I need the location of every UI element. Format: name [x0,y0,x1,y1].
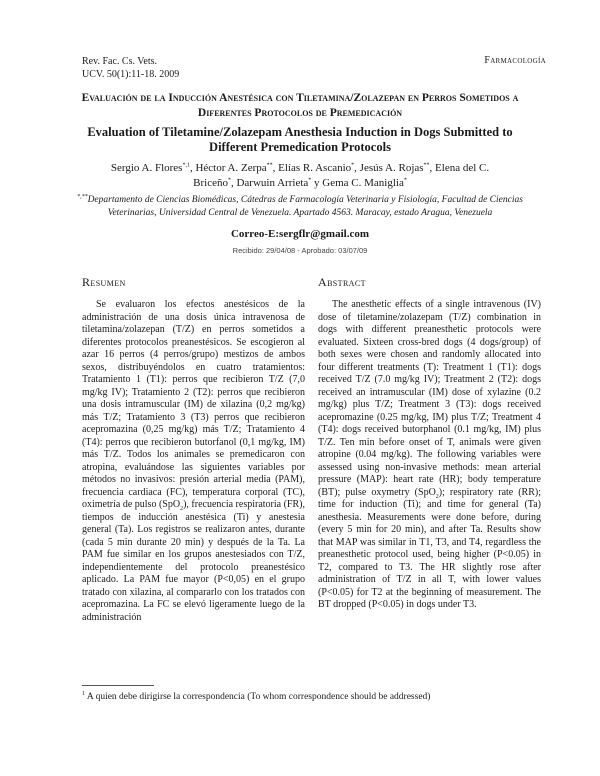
journal-citation [82,55,179,81]
affiliation-text: Departamento de Ciencias Biomédicas, Cátedras de Farmacología Veterinaria y Fisiología, Facultad de Ciencias Veterinarias, Universidad Central de Venezuela. Apartado 4563. Maracay, estado Aragua, Venezuela [87,195,523,218]
author-name: , Darwuin Arrieta [230,177,309,189]
resumen-body [82,299,305,624]
author-name: , Jesús A. Rojas [354,162,424,174]
footnote [82,692,542,702]
author-name: Sergio A. Flores [110,162,183,174]
abstract-text-end: ); respiratory rate (RR); time for induction (Ti); and time for general (Ta) anesthesia. Measurements were done before, during (every 5 min for 20 min), and after Ta. Results show that MAP was similar in T1, T3, and T4, regardless the preanesthetic protocol used, being higher (P<0.05) in T2, compared to T3. The HR slightly rose after administration of T/Z in all T, with lower values (P<0.05) for T2 at the beginning of measurement. The BT dropped (P<0.05) in dogs under T3. [318,486,542,610]
resumen-paragraph [82,299,305,624]
abstract-text: The anesthetic effects of a single intravenous (IV) dose of tiletamine/zolazepam (T/Z) combination in dogs with different preanesthetic protocols were evaluated. Sixteen cross-bred dogs (4 dogs/group) of both sexes were chosen and randomly allocated into four different treatments (T): Treatment 1 (T1): dogs received T/Z (7.0 mg/kg IV); Treatment 2 (T2): dogs received an intramuscular (IM) dose of xylazine (0.2 mg/kg) plus T/Z; Treatment 3 (T3): dogs received acepromazine (0.25 mg/kg, IM) plus T/Z; Treatment 4 (T4): dogs received butorphanol (0.1 mg/kg, IM) plus T/Z. Ten min before onset of T, animals were given atropine (0.04 mg/kg). The following variables were assessed using non-invasive methods: mean arterial pressure (MAP): heart rate (HR); body temperature (BT); pulse oxymetry (SpO [318,299,541,498]
author-mark: * [403,177,407,184]
author-mark: * [227,177,231,184]
title-english: Evaluation of Tiletamine/Zolazepam Anesthesia Induction in Dogs Submitted to Different Premedication Protocols [87,125,513,154]
author-name: , Elías R. Ascanio [272,162,352,174]
footnote-mark: 1 [82,690,85,697]
author-mark: * [308,177,312,184]
author-name: Briceño [193,177,228,189]
resumen-text: Se evaluaron los efectos anestésicos de la administración de una dosis única intravenosa de tiletamina/zolazepan (T/Z) en perros sometidos a diferentes protocolos preanestésicos. Se escogieron al azar 16 perros (4 perros/grupo) mestizos de ambos sexos, distribuyéndolos en cuatro tratamientos: Tratamiento 1 (T1): perros que recibieron T/Z (7,0 mg/kg IV); Tratamiento 2 (T2): perros que recibieron una dosis intramuscular (IM) de xilazina (0,2 mg/kg) más T/Z; Tratamiento 3 (T3) perros que recibieron acepromazina (0,25 mg/kg) más T/Z; Tratamiento 4 (T4): perros que recibieron butorfanol (0,1 mg/kg, IM) más T/Z. Todos los animales se premedicaron con atropina, evaluándose las siguientes variables por métodos no invasivos: presión arterial media (PAM), frecuencia cardiaca (FC), temperatura corporal (TC), oximetría de pulso (SpO [82,299,305,510]
abstract-body [318,299,541,612]
author-name: , Elena del C. [429,162,490,174]
resumen-heading: Resumen [82,275,126,289]
subscript: 2 [435,493,439,500]
abstract-heading: Abstract [318,275,366,289]
author-mark: ** [423,162,430,169]
abstract-paragraph [318,299,541,612]
footnote-divider [82,685,154,686]
contact-email: Correo-E:sergflr@gmail.com [230,228,369,240]
author-list [80,161,520,191]
footnote-text: A quien debe dirigirse la correspondencia (To whom correspondence should be addressed) [86,692,431,702]
title-spanish: Evaluación de la Inducción Anestésica con Tiletamina/Zolazepan en Perros Sometidos a Diferentes Protocolos de Premedicación [81,92,519,119]
author-mark: ** [266,162,273,169]
journal-name: Rev. Fac. Cs. Vets. [82,56,157,67]
author-name: y Gema C. Maniglia [311,177,404,189]
resumen-text-end: ), frecuencia respiratoria (FR), tiempos de inducción anestésica (Ti) y anestesia general (Ta). Los registros se realizaron antes, durante (cada 5 min durante 20 min) y después de la Ta. La PAM fue similar en los grupos anestesiados con T/Z, independientemente del protocolo preanestésico aplicado. La PAM fue mayor (P<0,05) en el grupo tratado con xilazina, al compararlo con los tratados con acepromazina. La FC se elevó ligeramente luego de la administración [82,499,305,623]
affiliation [70,194,530,220]
author-name: , Héctor A. Zerpa [189,162,267,174]
section-label: Farmacología [484,55,546,66]
received-approved-dates: Recibido: 29/04/08 - Aprobado: 03/07/09 [232,246,368,255]
subscript: 2 [180,506,184,512]
journal-volume: UCV. 50(1):11-18. 2009 [82,69,180,80]
author-mark: *,1 [182,162,190,169]
affiliation-mark: *,** [77,193,88,200]
author-mark: * [351,162,355,169]
